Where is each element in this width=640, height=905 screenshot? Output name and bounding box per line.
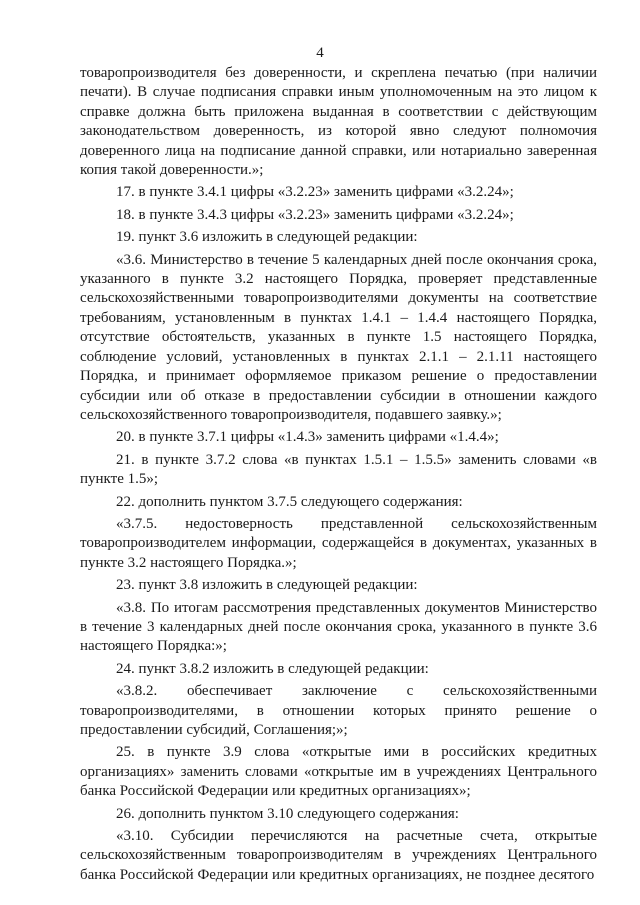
paragraph-item-21: 21. в пункте 3.7.2 слова «в пунктах 1.5.1 – 1.5.5» заменить словами «в пункте 1.5»; — [80, 451, 597, 488]
paragraph-quote-3-10: «3.10. Субсидии перечисляются на расчетные счета, открытые сельскохозяйственным товаропроизводителям в учреждениях Центрального банка Российской Федерации или кредитных организациях, не позднее десятого — [80, 828, 597, 883]
paragraph-quote-3-6: «3.6. Министерство в течение 5 календарных дней после окончания срока, указанного в пункте 3.2 настоящего Порядка, проверяет представленные сельскохозяйственными товаропроизводителями документы на соответствие требованиям, установленным в пунктах 1.4.1 – 1.4.4 настоящего Порядка, отсутствие обстоятельств, указанных в пункте 1.5 настоящего Порядка, соблюдение условий, установленных в пунктах 2.1.1 – 2.1.11 настоящего Порядка, и принимает оформляемое приказом решение о предоставлении субсидии или об отказе в предоставлении субсидии в отношении каждого сельскохозяйственного товаропроизводителя, подавшего заявку.»; — [80, 251, 597, 423]
paragraph-item-19: 19. пункт 3.6 изложить в следующей редакции: — [116, 229, 418, 246]
paragraph-item-18: 18. в пункте 3.4.3 цифры «3.2.23» заменить цифрами «3.2.24»; — [116, 206, 514, 223]
paragraph-quote-3-8-2: «3.8.2. обеспечивает заключение с сельскохозяйственными товаропроизводителями, в отношении которых принято решение о предоставлении субсидий, Соглашения;»; — [80, 683, 597, 738]
paragraph-continuation: товаропроизводителя без доверенности, и скреплена печатью (при наличии печати). В случае подписания справки иным уполномоченным на это лицом к справке должна быть приложена выданная в соответствии с действующим законодательством доверенность, из которой явно следуют полномочия доверенного лица на подписание данной справки, или нотариально заверенная копия такой доверенности.»; — [80, 65, 597, 179]
page-number: 4 — [316, 45, 324, 61]
document-body — [80, 64, 597, 885]
paragraph-item-23: 23. пункт 3.8 изложить в следующей редакции: — [116, 577, 418, 594]
paragraph-quote-3-8: «3.8. По итогам рассмотрения представленных документов Министерство в течение 3 календарных дней после окончания срока, указанного в пункте 3.6 настоящего Порядка:»; — [80, 599, 597, 655]
paragraph-item-25: 25. в пункте 3.9 слова «открытые ими в российских кредитных организациях» заменить словами «открытые им в учреждениях Центрального банка Российской Федерации или кредитных организациях»; — [80, 744, 597, 800]
paragraph-quote-3-7-5: «3.7.5. недостоверность представленной сельскохозяйственным товаропроизводителем информации, содержащейся в документах, указанных в пункте 3.2 настоящего Порядка.»; — [80, 515, 597, 571]
paragraph-item-17: 17. в пункте 3.4.1 цифры «3.2.23» заменить цифрами «3.2.24»; — [116, 184, 514, 201]
paragraph-item-26: 26. дополнить пунктом 3.10 следующего содержания: — [116, 805, 459, 822]
paragraph-item-24: 24. пункт 3.8.2 изложить в следующей редакции: — [116, 660, 429, 677]
paragraph-item-22: 22. дополнить пунктом 3.7.5 следующего содержания: — [116, 493, 463, 510]
paragraph-item-20: 20. в пункте 3.7.1 цифры «1.4.3» заменить цифрами «1.4.4»; — [116, 429, 499, 446]
